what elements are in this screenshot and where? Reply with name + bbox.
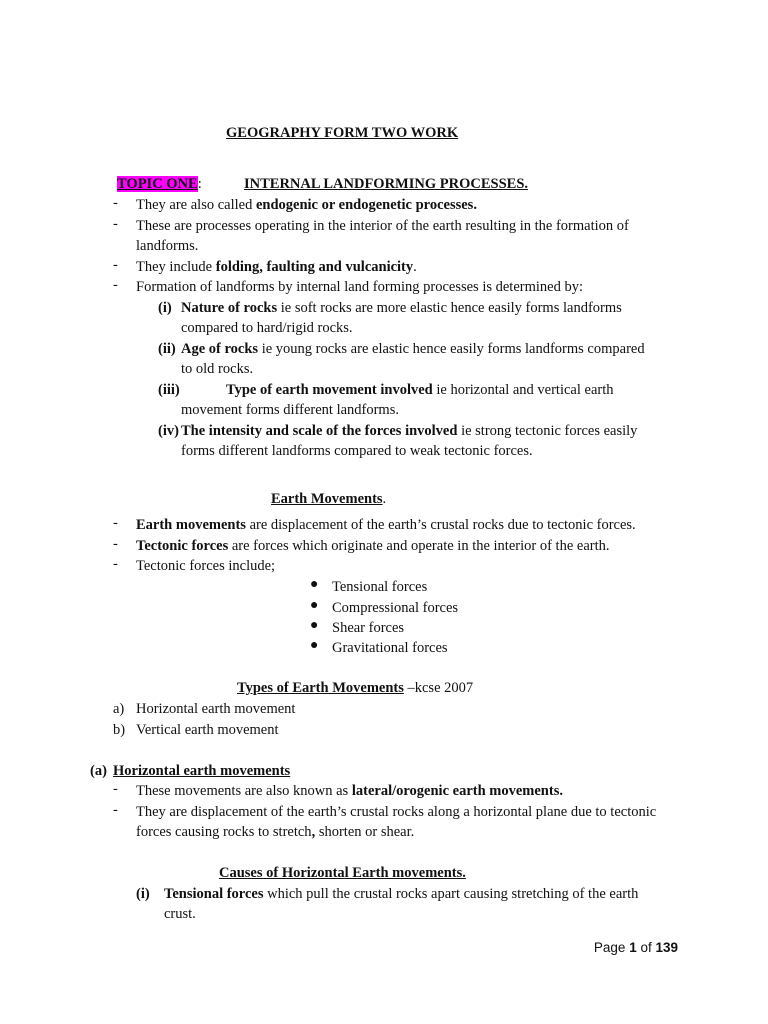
earth-movements-heading <box>271 489 386 509</box>
of-word: of <box>636 940 656 955</box>
factor-num: (iii) <box>158 382 180 398</box>
em-text: are displacement of the earth’s crustal rocks due to tectonic forces. <box>245 517 636 533</box>
topic-colon: : <box>197 176 202 192</box>
force-item: Tensional forces <box>332 579 428 595</box>
intro-line-2a: These are processes operating in the interior of the earth resulting in the formation of <box>136 218 629 234</box>
factor-cont: compared to hard/rigid rocks. <box>181 320 353 336</box>
topic-heading: INTERNAL LANDFORMING PROCESSES. <box>244 176 529 192</box>
h-text: These movements are also known as <box>136 783 352 799</box>
factor-text: ie soft rocks are more elastic hence easily forms landforms <box>277 300 622 316</box>
section-label: (a) <box>90 763 107 779</box>
dash-marker: - <box>113 257 118 273</box>
horizontal-def-2b <box>136 822 414 842</box>
intro-line-2b: landforms. <box>136 238 199 254</box>
factor-bold: Type of earth movement involved <box>226 382 433 398</box>
factor-cont: movement forms different landforms. <box>181 402 399 418</box>
type-item: Horizontal earth movement <box>136 701 296 717</box>
factor-cont: to old rocks. <box>181 361 254 377</box>
type-label: a) <box>113 701 125 717</box>
page-current: 1 <box>629 940 637 955</box>
intro-text: . <box>413 259 417 275</box>
force-item: Compressional forces <box>332 600 459 616</box>
factor-text: ie young rocks are elastic hence easily forms landforms compared <box>258 341 645 357</box>
factor-num: (i) <box>158 300 172 316</box>
cause-cont: crust. <box>164 906 196 922</box>
horizontal-def-2a: They are displacement of the earth’s crustal rocks along a horizontal plane due to tectonic <box>136 804 657 820</box>
em-def-2 <box>136 536 609 556</box>
factor-line <box>181 339 645 359</box>
em-bold: Tectonic forces <box>136 538 229 554</box>
type-item: Vertical earth movement <box>136 722 279 738</box>
dash-marker: - <box>113 556 118 572</box>
heading-suffix: –kcse 2007 <box>403 680 474 696</box>
factor-text: ie strong tectonic forces easily <box>457 423 638 439</box>
dash-marker: - <box>113 802 118 818</box>
cause-num: (i) <box>136 886 150 902</box>
topic-label: TOPIC ONE <box>117 176 198 192</box>
intro-line-3 <box>136 257 417 277</box>
factor-bold: Age of rocks <box>181 341 259 357</box>
heading-text: Types of Earth Movements <box>237 680 404 696</box>
cause-line <box>164 884 638 904</box>
intro-bold: folding, faulting and vulcanicity <box>215 259 414 275</box>
dash-marker: - <box>113 781 118 797</box>
h-bold: , <box>311 824 316 840</box>
bullet-icon: ● <box>310 577 319 592</box>
page-number <box>594 940 678 955</box>
intro-text: They are also called <box>136 197 256 213</box>
horizontal-def-1 <box>136 781 563 801</box>
dash-marker: - <box>113 195 118 211</box>
dash-marker: - <box>113 216 118 232</box>
h-text: shorten or shear. <box>315 824 415 840</box>
factor-text: ie horizontal and vertical earth <box>432 382 614 398</box>
em-def-3: Tectonic forces include; <box>136 558 276 574</box>
bullet-icon: ● <box>310 598 319 613</box>
dash-marker: - <box>113 536 118 552</box>
topic-line <box>117 174 202 194</box>
cause-bold: Tensional forces <box>164 886 264 902</box>
factor-bold: The intensity and scale of the forces involved <box>181 423 458 439</box>
dash-marker: - <box>113 515 118 531</box>
h-bold: lateral/orogenic earth movements. <box>351 783 563 799</box>
document-title: GEOGRAPHY FORM TWO WORK <box>226 125 459 141</box>
intro-line-4: Formation of landforms by internal land forming processes is determined by: <box>136 279 583 295</box>
cause-text: which pull the crustal rocks apart causing stretching of the earth <box>263 886 639 902</box>
horizontal-heading: Horizontal earth movements <box>113 763 291 779</box>
page-total: 139 <box>655 940 678 955</box>
causes-heading: Causes of Horizontal Earth movements. <box>219 865 466 881</box>
em-text: are forces which originate and operate in the interior of the earth. <box>228 538 610 554</box>
em-def-1 <box>136 515 636 535</box>
intro-line-1 <box>136 195 477 215</box>
h-text: forces causing rocks to stretch <box>136 824 312 840</box>
factor-line <box>226 380 614 400</box>
factor-line <box>181 298 622 318</box>
types-heading <box>237 678 473 698</box>
dash-marker: - <box>113 277 118 293</box>
intro-text: They include <box>136 259 216 275</box>
type-label: b) <box>113 722 126 738</box>
bullet-icon: ● <box>310 638 319 653</box>
factor-bold: Nature of rocks <box>181 300 278 316</box>
em-bold: Earth movements <box>136 517 246 533</box>
page-word: Page <box>593 940 630 955</box>
factor-line <box>181 421 637 441</box>
factor-num: (iv) <box>158 423 179 439</box>
bullet-icon: ● <box>310 618 319 633</box>
heading-text: Earth Movements <box>271 491 383 507</box>
intro-bold: endogenic or endogenetic processes. <box>255 197 477 213</box>
force-item: Shear forces <box>332 620 405 636</box>
heading-suffix: . <box>382 491 387 507</box>
factor-cont: forms different landforms compared to weak tectonic forces. <box>181 443 533 459</box>
factor-num: (ii) <box>158 341 176 357</box>
force-item: Gravitational forces <box>332 640 448 656</box>
